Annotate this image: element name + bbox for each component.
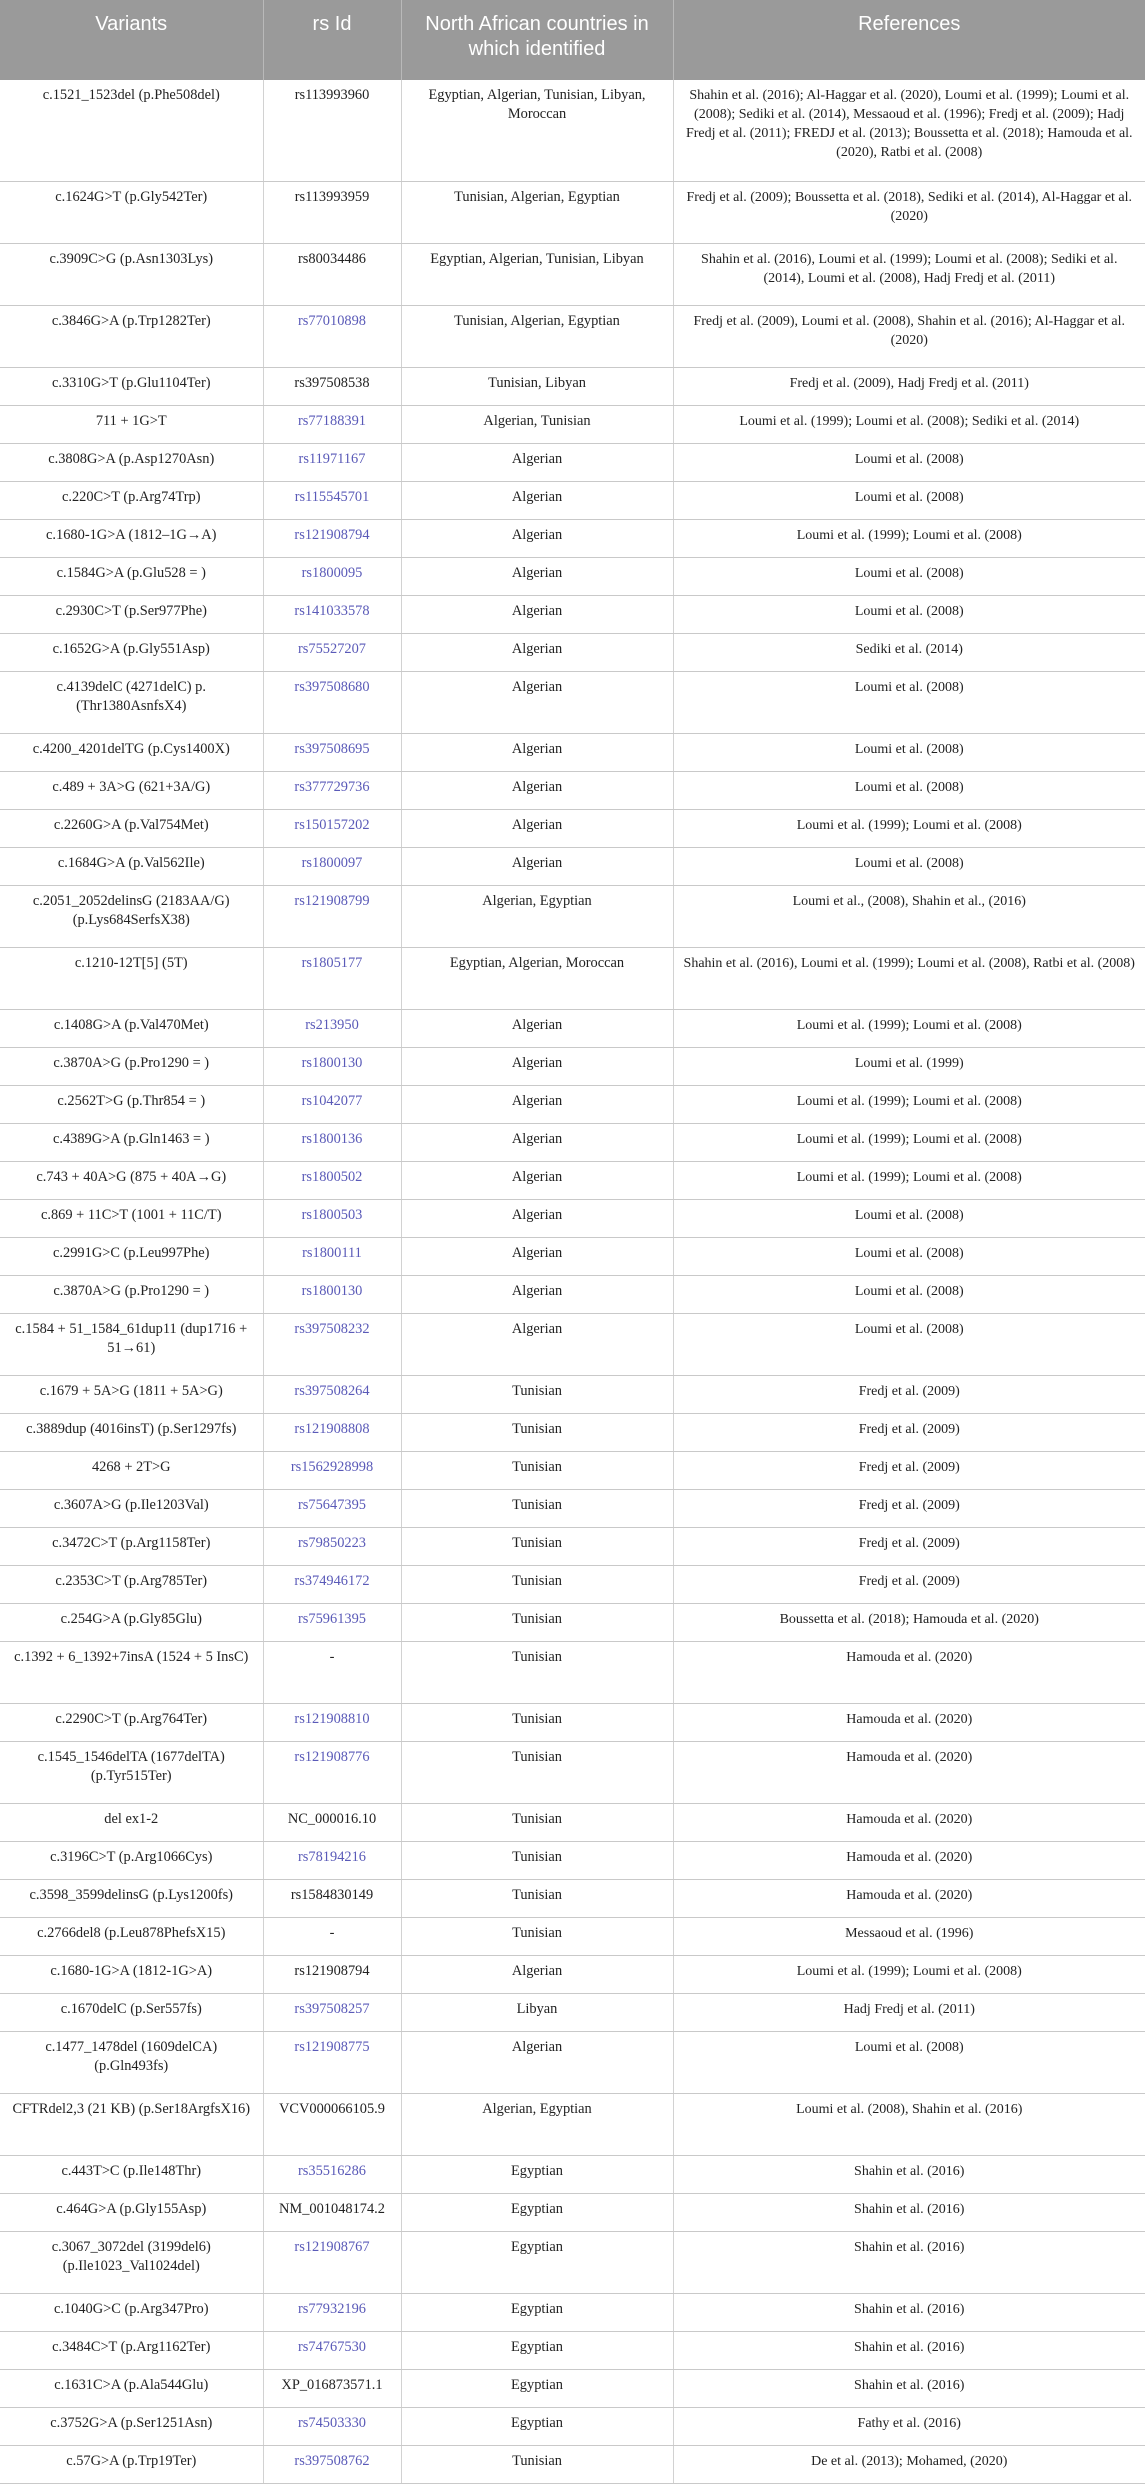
countries-cell: Algerian (401, 1313, 673, 1375)
variant-cell: c.3484C>T (p.Arg1162Ter) (0, 2331, 263, 2369)
table-row (0, 885, 1145, 947)
references-cell: Loumi et al. (1999); Loumi et al. (2008) (673, 1085, 1145, 1123)
table-row (0, 1009, 1145, 1047)
table-row (0, 1085, 1145, 1123)
table-row (0, 1565, 1145, 1603)
references-cell: Shahin et al. (2016) (673, 2293, 1145, 2331)
rs-id-cell[interactable]: rs121908775 (263, 2031, 401, 2093)
table-row (0, 2193, 1145, 2231)
variant-cell: c.743 + 40A>G (875 + 40A→G) (0, 1161, 263, 1199)
rs-id-cell[interactable]: rs75961395 (263, 1603, 401, 1641)
variant-cell: c.2562T>G (p.Thr854 = ) (0, 1085, 263, 1123)
table-row (0, 1451, 1145, 1489)
references-cell: Fredj et al. (2009) (673, 1565, 1145, 1603)
rs-id-cell[interactable]: rs397508680 (263, 671, 401, 733)
table-row (0, 1703, 1145, 1741)
rs-id-cell[interactable]: rs1800136 (263, 1123, 401, 1161)
variant-cell: c.3909C>G (p.Asn1303Lys) (0, 243, 263, 305)
references-cell: Shahin et al. (2016); Al-Haggar et al. (2020), Loumi et al. (1999); Loumi et al. (2008); Sediki et al. (2014), Messaoud et al. (1996); Fredj et al. (2009); Hadj Fredj et al. (2011); FREDJ et al. (2013); Boussetta et al. (2018); Hamouda et al. (2020), Ratbi et al. (2008) (673, 80, 1145, 181)
countries-cell: Algerian (401, 733, 673, 771)
variant-cell: c.3808G>A (p.Asp1270Asn) (0, 443, 263, 481)
variant-cell: c.3752G>A (p.Ser1251Asn) (0, 2407, 263, 2445)
rs-id-cell[interactable]: rs397508264 (263, 1375, 401, 1413)
countries-cell: Algerian (401, 2031, 673, 2093)
variant-cell: c.1210-12T[5] (5T) (0, 947, 263, 1009)
rs-id-cell[interactable]: rs121908799 (263, 885, 401, 947)
variant-cell: c.1521_1523del (p.Phe508del) (0, 80, 263, 181)
table-row (0, 367, 1145, 405)
rs-id-cell[interactable]: rs121908767 (263, 2231, 401, 2293)
variant-cell: c.3310G>T (p.Glu1104Ter) (0, 367, 263, 405)
table-row (0, 443, 1145, 481)
table-row (0, 1841, 1145, 1879)
rs-id-cell: rs113993959 (263, 181, 401, 243)
rs-id-cell[interactable]: rs397508257 (263, 1993, 401, 2031)
table-row (0, 519, 1145, 557)
variant-cell: c.2353C>T (p.Arg785Ter) (0, 1565, 263, 1603)
table-row (0, 1413, 1145, 1451)
rs-id-cell: rs121908794 (263, 1955, 401, 1993)
table-row (0, 947, 1145, 1009)
references-cell: Fredj et al. (2009) (673, 1375, 1145, 1413)
countries-cell: Tunisian (401, 1741, 673, 1803)
variant-cell: c.1680-1G>A (1812-1G>A) (0, 1955, 263, 1993)
countries-cell: Tunisian (401, 1641, 673, 1703)
references-cell: Loumi et al. (2008) (673, 847, 1145, 885)
rs-id-cell[interactable]: rs74767530 (263, 2331, 401, 2369)
table-row (0, 481, 1145, 519)
countries-cell: Tunisian (401, 1451, 673, 1489)
countries-cell: Tunisian (401, 1917, 673, 1955)
references-cell: Hamouda et al. (2020) (673, 1803, 1145, 1841)
countries-cell: Algerian (401, 1955, 673, 1993)
countries-cell: Algerian (401, 443, 673, 481)
countries-cell: Egyptian, Algerian, Tunisian, Libyan, Moroccan (401, 80, 673, 181)
table-row (0, 2093, 1145, 2155)
rs-id-cell[interactable]: rs1800095 (263, 557, 401, 595)
countries-cell: Algerian (401, 1085, 673, 1123)
table-row (0, 847, 1145, 885)
variant-cell: 4268 + 2T>G (0, 1451, 263, 1489)
references-cell: Loumi et al. (1999) (673, 1047, 1145, 1085)
variant-cell: c.1477_1478del (1609delCA) (p.Gln493fs) (0, 2031, 263, 2093)
countries-cell: Tunisian (401, 1375, 673, 1413)
countries-cell: Tunisian (401, 1527, 673, 1565)
references-cell: Loumi et al. (2008) (673, 1275, 1145, 1313)
countries-cell: Egyptian, Algerian, Tunisian, Libyan (401, 243, 673, 305)
variant-cell: c.3846G>A (p.Trp1282Ter) (0, 305, 263, 367)
countries-cell: Tunisian (401, 1703, 673, 1741)
references-cell: Sediki et al. (2014) (673, 633, 1145, 671)
countries-cell: Tunisian (401, 1489, 673, 1527)
rs-id-cell[interactable]: rs1805177 (263, 947, 401, 1009)
references-cell: Shahin et al. (2016), Loumi et al. (1999); Loumi et al. (2008), Ratbi et al. (2008) (673, 947, 1145, 1009)
table-row (0, 2031, 1145, 2093)
header-references: References (673, 0, 1145, 80)
rs-id-cell: - (263, 1641, 401, 1703)
table-row (0, 1803, 1145, 1841)
references-cell: Fathy et al. (2016) (673, 2407, 1145, 2445)
table-row (0, 80, 1145, 181)
variant-cell: c.1408G>A (p.Val470Met) (0, 1009, 263, 1047)
countries-cell: Algerian (401, 1237, 673, 1275)
countries-cell: Algerian (401, 1009, 673, 1047)
references-cell: Fredj et al. (2009); Boussetta et al. (2018), Sediki et al. (2014), Al-Haggar et al. (2020) (673, 181, 1145, 243)
variant-cell: c.3870A>G (p.Pro1290 = ) (0, 1275, 263, 1313)
references-cell: Loumi et al., (2008), Shahin et al., (2016) (673, 885, 1145, 947)
variant-cell: 711 + 1G>T (0, 405, 263, 443)
header-variants: Variants (0, 0, 263, 80)
references-cell: Loumi et al. (1999); Loumi et al. (2008) (673, 1009, 1145, 1047)
countries-cell: Algerian (401, 1199, 673, 1237)
header-countries: North African countries in which identified (401, 0, 673, 80)
variant-cell: c.1392 + 6_1392+7insA (1524 + 5 InsC) (0, 1641, 263, 1703)
countries-cell: Algerian (401, 557, 673, 595)
variant-cell: c.2290C>T (p.Arg764Ter) (0, 1703, 263, 1741)
rs-id-cell[interactable]: rs1800130 (263, 1047, 401, 1085)
rs-id-cell[interactable]: rs121908810 (263, 1703, 401, 1741)
rs-id-cell[interactable]: rs115545701 (263, 481, 401, 519)
countries-cell: Algerian (401, 809, 673, 847)
variant-cell: c.220C>T (p.Arg74Trp) (0, 481, 263, 519)
table-row (0, 2369, 1145, 2407)
rs-id-cell: - (263, 1917, 401, 1955)
references-cell: Loumi et al. (1999); Loumi et al. (2008) (673, 1161, 1145, 1199)
countries-cell: Algerian (401, 595, 673, 633)
table-row (0, 1161, 1145, 1199)
references-cell: Hamouda et al. (2020) (673, 1879, 1145, 1917)
table-body (0, 80, 1145, 2483)
references-cell: Shahin et al. (2016) (673, 2369, 1145, 2407)
rs-id-cell: rs113993960 (263, 80, 401, 181)
rs-id-cell[interactable]: rs397508232 (263, 1313, 401, 1375)
rs-id-cell[interactable]: rs35516286 (263, 2155, 401, 2193)
countries-cell: Algerian (401, 1123, 673, 1161)
variant-cell: c.1584 + 51_1584_61dup11 (dup1716 + 51→61) (0, 1313, 263, 1375)
rs-id-cell[interactable]: rs397508695 (263, 733, 401, 771)
table-row (0, 733, 1145, 771)
references-cell: Loumi et al. (2008) (673, 557, 1145, 595)
variant-cell: c.1652G>A (p.Gly551Asp) (0, 633, 263, 671)
table-row (0, 305, 1145, 367)
references-cell: De et al. (2013); Mohamed, (2020) (673, 2445, 1145, 2483)
variant-cell: c.2260G>A (p.Val754Met) (0, 809, 263, 847)
variant-cell: c.1631C>A (p.Ala544Glu) (0, 2369, 263, 2407)
table-row (0, 1275, 1145, 1313)
references-cell: Boussetta et al. (2018); Hamouda et al. (2020) (673, 1603, 1145, 1641)
variant-cell: c.443T>C (p.Ile148Thr) (0, 2155, 263, 2193)
table-row (0, 2293, 1145, 2331)
variant-cell: c.1679 + 5A>G (1811 + 5A>G) (0, 1375, 263, 1413)
references-cell: Fredj et al. (2009) (673, 1489, 1145, 1527)
references-cell: Loumi et al. (2008) (673, 2031, 1145, 2093)
rs-id-cell: rs1584830149 (263, 1879, 401, 1917)
references-cell: Loumi et al. (2008) (673, 771, 1145, 809)
countries-cell: Tunisian (401, 1841, 673, 1879)
rs-id-cell[interactable]: rs77188391 (263, 405, 401, 443)
references-cell: Fredj et al. (2009), Loumi et al. (2008), Shahin et al. (2016); Al-Haggar et al. (2020) (673, 305, 1145, 367)
countries-cell: Egyptian (401, 2293, 673, 2331)
references-cell: Shahin et al. (2016) (673, 2193, 1145, 2231)
references-cell: Hamouda et al. (2020) (673, 1703, 1145, 1741)
table-row (0, 1527, 1145, 1565)
references-cell: Loumi et al. (2008) (673, 481, 1145, 519)
rs-id-cell: XP_016873571.1 (263, 2369, 401, 2407)
variant-cell: c.1584G>A (p.Glu528 = ) (0, 557, 263, 595)
rs-id-cell[interactable]: rs141033578 (263, 595, 401, 633)
rs-id-cell[interactable]: rs121908776 (263, 1741, 401, 1803)
references-cell: Shahin et al. (2016), Loumi et al. (1999); Loumi et al. (2008); Sediki et al. (2014), Loumi et al. (2008), Hadj Fredj et al. (2011) (673, 243, 1145, 305)
variant-cell: c.3889dup (4016insT) (p.Ser1297fs) (0, 1413, 263, 1451)
countries-cell: Egyptian (401, 2193, 673, 2231)
variant-cell: c.3598_3599delinsG (p.Lys1200fs) (0, 1879, 263, 1917)
rs-id-cell[interactable]: rs78194216 (263, 1841, 401, 1879)
countries-cell: Algerian (401, 481, 673, 519)
variant-cell: del ex1-2 (0, 1803, 263, 1841)
table-row (0, 1237, 1145, 1275)
variant-cell: c.464G>A (p.Gly155Asp) (0, 2193, 263, 2231)
countries-cell: Egyptian (401, 2231, 673, 2293)
references-cell: Loumi et al. (2008) (673, 733, 1145, 771)
variant-cell: c.1680-1G>A (1812–1G→A) (0, 519, 263, 557)
table-row (0, 1489, 1145, 1527)
table-row (0, 1741, 1145, 1803)
references-cell: Hamouda et al. (2020) (673, 1641, 1145, 1703)
rs-id-cell[interactable]: rs75647395 (263, 1489, 401, 1527)
countries-cell: Egyptian (401, 2407, 673, 2445)
table-row (0, 671, 1145, 733)
references-cell: Fredj et al. (2009) (673, 1527, 1145, 1565)
references-cell: Loumi et al. (2008) (673, 671, 1145, 733)
table-row (0, 1313, 1145, 1375)
countries-cell: Algerian, Tunisian (401, 405, 673, 443)
table-row (0, 595, 1145, 633)
table-row (0, 1603, 1145, 1641)
rs-id-cell: NM_001048174.2 (263, 2193, 401, 2231)
variant-cell: c.4200_4201delTG (p.Cys1400X) (0, 733, 263, 771)
variant-cell: c.1040G>C (p.Arg347Pro) (0, 2293, 263, 2331)
references-cell: Loumi et al. (2008) (673, 443, 1145, 481)
references-cell: Hamouda et al. (2020) (673, 1841, 1145, 1879)
rs-id-cell[interactable]: rs121908794 (263, 519, 401, 557)
table-row (0, 1641, 1145, 1703)
rs-id-cell: rs397508538 (263, 367, 401, 405)
variant-cell: c.489 + 3A>G (621+3A/G) (0, 771, 263, 809)
countries-cell: Algerian (401, 847, 673, 885)
rs-id-cell: VCV000066105.9 (263, 2093, 401, 2155)
rs-id-cell[interactable]: rs77932196 (263, 2293, 401, 2331)
rs-id-cell[interactable]: rs121908808 (263, 1413, 401, 1451)
countries-cell: Tunisian (401, 1413, 673, 1451)
references-cell: Loumi et al. (1999); Loumi et al. (2008) (673, 809, 1145, 847)
countries-cell: Tunisian (401, 1879, 673, 1917)
table-row (0, 1047, 1145, 1085)
variant-cell: c.3196C>T (p.Arg1066Cys) (0, 1841, 263, 1879)
rs-id-cell[interactable]: rs213950 (263, 1009, 401, 1047)
references-cell: Loumi et al. (1999); Loumi et al. (2008); Sediki et al. (2014) (673, 405, 1145, 443)
table-row (0, 809, 1145, 847)
rs-id-cell[interactable]: rs1562928998 (263, 1451, 401, 1489)
table-row (0, 1993, 1145, 2031)
rs-id-cell[interactable]: rs377729736 (263, 771, 401, 809)
header-rs-id: rs Id (263, 0, 401, 80)
countries-cell: Tunisian, Libyan (401, 367, 673, 405)
rs-id-cell[interactable]: rs77010898 (263, 305, 401, 367)
countries-cell: Libyan (401, 1993, 673, 2031)
countries-cell: Egyptian (401, 2369, 673, 2407)
references-cell: Hadj Fredj et al. (2011) (673, 1993, 1145, 2031)
references-cell: Shahin et al. (2016) (673, 2155, 1145, 2193)
table-row (0, 1199, 1145, 1237)
table-row (0, 181, 1145, 243)
rs-id-cell[interactable]: rs1800111 (263, 1237, 401, 1275)
countries-cell: Algerian, Egyptian (401, 885, 673, 947)
variant-cell: c.57G>A (p.Trp19Ter) (0, 2445, 263, 2483)
table-row (0, 1879, 1145, 1917)
countries-cell: Egyptian, Algerian, Moroccan (401, 947, 673, 1009)
table-row (0, 1375, 1145, 1413)
countries-cell: Tunisian (401, 1803, 673, 1841)
table-row (0, 1123, 1145, 1161)
references-cell: Fredj et al. (2009) (673, 1451, 1145, 1489)
table-row (0, 2331, 1145, 2369)
table-row (0, 771, 1145, 809)
variant-cell: c.3472C>T (p.Arg1158Ter) (0, 1527, 263, 1565)
variant-cell: c.1684G>A (p.Val562Ile) (0, 847, 263, 885)
countries-cell: Algerian (401, 1161, 673, 1199)
countries-cell: Tunisian (401, 1565, 673, 1603)
table-row (0, 243, 1145, 305)
rs-id-cell[interactable]: rs74503330 (263, 2407, 401, 2445)
references-cell: Loumi et al. (1999); Loumi et al. (2008) (673, 1955, 1145, 1993)
variant-cell: c.2766del8 (p.Leu878PhefsX15) (0, 1917, 263, 1955)
references-cell: Loumi et al. (1999); Loumi et al. (2008) (673, 519, 1145, 557)
variant-cell: c.3067_3072del (3199del6) (p.Ile1023_Val1024del) (0, 2231, 263, 2293)
references-cell: Loumi et al. (2008) (673, 1199, 1145, 1237)
references-cell: Loumi et al. (1999); Loumi et al. (2008) (673, 1123, 1145, 1161)
variant-cell: c.4389G>A (p.Gln1463 = ) (0, 1123, 263, 1161)
countries-cell: Tunisian, Algerian, Egyptian (401, 181, 673, 243)
rs-id-cell[interactable]: rs1042077 (263, 1085, 401, 1123)
references-cell: Loumi et al. (2008), Shahin et al. (2016) (673, 2093, 1145, 2155)
countries-cell: Algerian (401, 633, 673, 671)
table-header (0, 0, 1145, 80)
rs-id-cell[interactable]: rs150157202 (263, 809, 401, 847)
countries-cell: Tunisian (401, 1603, 673, 1641)
countries-cell: Tunisian, Algerian, Egyptian (401, 305, 673, 367)
table-row (0, 633, 1145, 671)
rs-id-cell[interactable]: rs1800503 (263, 1199, 401, 1237)
countries-cell: Algerian (401, 519, 673, 557)
countries-cell: Algerian (401, 1275, 673, 1313)
table-row (0, 2231, 1145, 2293)
table-row (0, 2155, 1145, 2193)
countries-cell: Algerian (401, 671, 673, 733)
table-row (0, 1955, 1145, 1993)
rs-id-cell[interactable]: rs1800130 (263, 1275, 401, 1313)
table-row (0, 405, 1145, 443)
variant-cell: c.1670delC (p.Ser557fs) (0, 1993, 263, 2031)
references-cell: Fredj et al. (2009) (673, 1413, 1145, 1451)
references-cell: Messaoud et al. (1996) (673, 1917, 1145, 1955)
countries-cell: Egyptian (401, 2331, 673, 2369)
variant-cell: c.254G>A (p.Gly85Glu) (0, 1603, 263, 1641)
rs-id-cell: NC_000016.10 (263, 1803, 401, 1841)
references-cell: Loumi et al. (2008) (673, 1313, 1145, 1375)
table-row (0, 557, 1145, 595)
references-cell: Shahin et al. (2016) (673, 2331, 1145, 2369)
references-cell: Shahin et al. (2016) (673, 2231, 1145, 2293)
variant-cell: c.4139delC (4271delC) p.(Thr1380AsnfsX4) (0, 671, 263, 733)
references-cell: Loumi et al. (2008) (673, 595, 1145, 633)
rs-id-cell[interactable]: rs11971167 (263, 443, 401, 481)
countries-cell: Algerian, Egyptian (401, 2093, 673, 2155)
table-row (0, 2445, 1145, 2483)
table-row (0, 2407, 1145, 2445)
rs-id-cell: rs80034486 (263, 243, 401, 305)
rs-id-cell[interactable]: rs374946172 (263, 1565, 401, 1603)
rs-id-cell[interactable]: rs397508762 (263, 2445, 401, 2483)
variant-cell: c.2930C>T (p.Ser977Phe) (0, 595, 263, 633)
table-row (0, 1917, 1145, 1955)
variant-cell: c.2991G>C (p.Leu997Phe) (0, 1237, 263, 1275)
variant-cell: CFTRdel2,3 (21 KB) (p.Ser18ArgfsX16) (0, 2093, 263, 2155)
rs-id-cell[interactable]: rs1800502 (263, 1161, 401, 1199)
countries-cell: Egyptian (401, 2155, 673, 2193)
rs-id-cell[interactable]: rs1800097 (263, 847, 401, 885)
variant-cell: c.3607A>G (p.Ile1203Val) (0, 1489, 263, 1527)
header-row (0, 0, 1145, 80)
variant-cell: c.2051_2052delinsG (2183AA/G) (p.Lys684SerfsX38) (0, 885, 263, 947)
references-cell: Hamouda et al. (2020) (673, 1741, 1145, 1803)
countries-cell: Algerian (401, 771, 673, 809)
variant-cell: c.1624G>T (p.Gly542Ter) (0, 181, 263, 243)
references-cell: Loumi et al. (2008) (673, 1237, 1145, 1275)
variant-cell: c.1545_1546delTA (1677delTA) (p.Tyr515Ter) (0, 1741, 263, 1803)
countries-cell: Tunisian (401, 2445, 673, 2483)
rs-id-cell[interactable]: rs75527207 (263, 633, 401, 671)
countries-cell: Algerian (401, 1047, 673, 1085)
rs-id-cell[interactable]: rs79850223 (263, 1527, 401, 1565)
variant-cell: c.869 + 11C>T (1001 + 11C/T) (0, 1199, 263, 1237)
references-cell: Fredj et al. (2009), Hadj Fredj et al. (2011) (673, 367, 1145, 405)
variant-cell: c.3870A>G (p.Pro1290 = ) (0, 1047, 263, 1085)
